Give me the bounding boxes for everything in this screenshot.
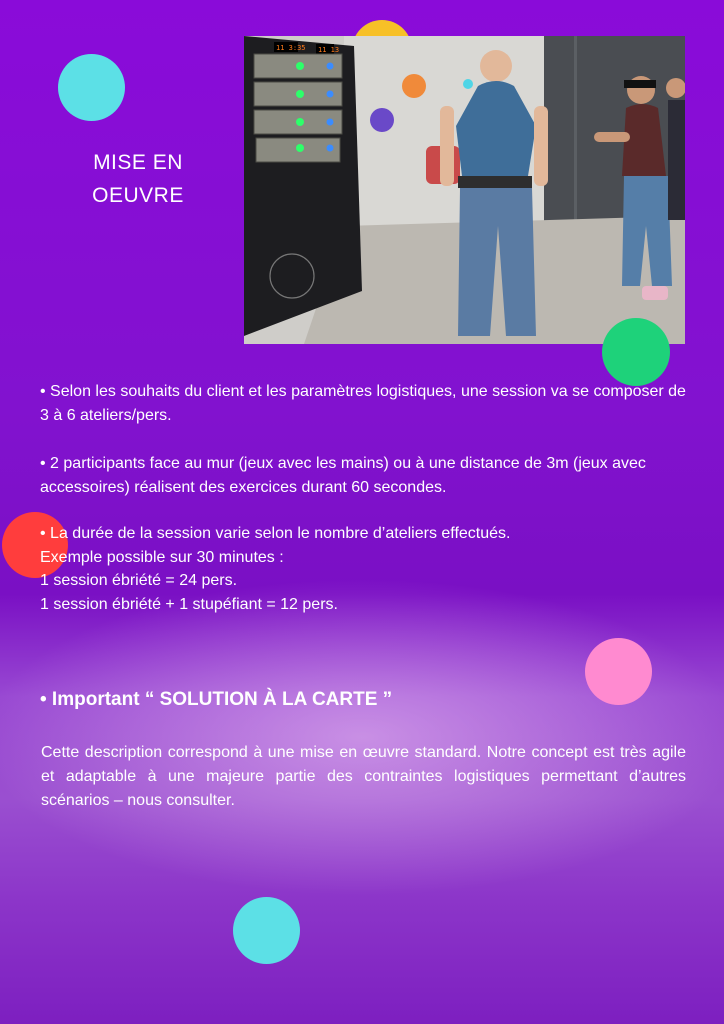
footer-description: Cette description correspond à une mise en œuvre standard. Notre concept est très agile et adaptable à une majeure partie des contraintes logistiques permettant d’autres scénarios – nous consulter. <box>41 744 686 809</box>
section-title-line1: MISE EN <box>93 151 183 174</box>
section-title-line2: OEUVRE <box>92 184 184 207</box>
decorative-cyan-circle-bottom <box>233 897 300 964</box>
duration-line-2: Exemple possible sur 30 minutes : <box>40 548 284 566</box>
duration-line-1: • La durée de la session varie selon le nombre d’ateliers effectués. <box>40 525 511 542</box>
section-title <box>78 146 198 212</box>
decorative-pink-circle <box>585 638 652 705</box>
decorative-cyan-circle-top <box>58 54 125 121</box>
paragraph-sessions: • Selon les souhaits du client et les paramètres logistiques, une session va se composer de 3 à 6 ateliers/pers. <box>40 383 686 424</box>
scoreboard-right: 11 13 <box>318 46 340 54</box>
important-heading: • Important “ SOLUTION À LA CARTE ” <box>40 689 393 710</box>
scoreboard-left: 11 3:35 <box>276 44 306 52</box>
duration-line-3: 1 session ébriété = 24 pers. <box>40 572 238 589</box>
paragraph-participants: • 2 participants face au mur (jeux avec les mains) ou à une distance de 3m (jeux avec accessoires) réalisent des exercices durant 60 secondes. <box>40 455 646 496</box>
activity-photo <box>244 36 685 344</box>
decorative-green-circle <box>602 318 670 386</box>
paragraph-duration <box>40 522 690 616</box>
duration-line-4: 1 session ébriété + 1 stupéfiant = 12 pers. <box>40 595 338 613</box>
